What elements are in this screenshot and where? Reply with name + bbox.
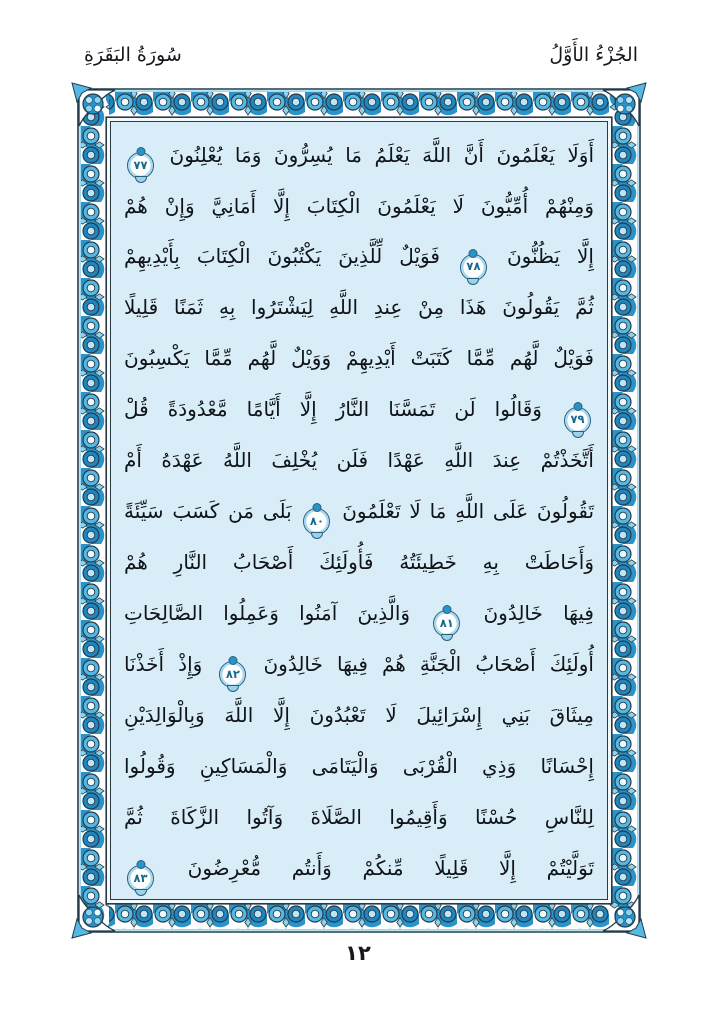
verse-end-medallion [303, 508, 330, 535]
quran-line [124, 741, 594, 791]
ayah-text: فَوَيْلٌ لِّلَّذِينَ يَكْتُبُونَ الْكِتَابَ بِأَيْدِيهِمْ [124, 244, 440, 269]
verse-number: ٨١ [439, 616, 454, 631]
quran-line [124, 384, 594, 434]
verse-number: ٧٧ [133, 157, 148, 172]
verse-end-medallion [219, 661, 246, 688]
ayah-text: فِيهَا خَالِدُونَ [483, 601, 594, 626]
ayah-text: إِلَّا يَظُنُّونَ [506, 244, 594, 269]
ayah-text: أَوَلَا يَعْلَمُونَ أَنَّ اللَّهَ يَعْلَمُ مَا يُسِرُّونَ وَمَا يُعْلِنُونَ [169, 142, 594, 167]
verse-end-medallion [433, 610, 460, 637]
quran-line [124, 486, 594, 536]
ayah-text: أُولَئِكَ أَصْحَابُ الْجَنَّةِ هُمْ فِيهَا خَالِدُونَ [263, 652, 594, 677]
quran-line [124, 588, 594, 638]
quran-line [124, 231, 594, 281]
ayah-text: وَالَّذِينَ آمَنُوا وَعَمِلُوا الصَّالِحَاتِ [124, 601, 411, 626]
verse-end-medallion [564, 407, 591, 434]
surah-title: سُورَةُ البَقَرَةِ [84, 44, 182, 66]
quran-line [124, 690, 594, 740]
ornamental-frame [77, 88, 641, 933]
verse-number: ٨٣ [133, 870, 148, 885]
ayah-text: مِيثَاقَ بَنِي إِسْرَائِيلَ لَا تَعْبُدُونَ إِلَّا اللَّهَ وَبِالْوَالِدَيْنِ [124, 703, 594, 728]
ayah-text: تَقُولُونَ عَلَى اللَّهِ مَا لَا تَعْلَمُونَ [342, 499, 595, 524]
ayah-text: وَأَحَاطَتْ بِهِ خَطِيئَتُهُ فَأُولَئِكَ أَصْحَابُ النَّارِ هُمْ [124, 550, 594, 575]
quran-line [124, 130, 594, 180]
ayah-text: فَوَيْلٌ لَّهُم مِّمَّا كَتَبَتْ أَيْدِيهِمْ وَوَيْلٌ لَّهُم مِّمَّا يَكْسِبُونَ [124, 346, 594, 371]
page-number: ١٢ [345, 941, 371, 965]
ayah-text: إِحْسَانًا وَذِي الْقُرْبَى وَالْيَتَامَى وَالْمَسَاكِينِ وَقُولُوا [124, 754, 594, 778]
quran-line [124, 639, 594, 689]
quran-line [124, 435, 594, 485]
ayah-text: ثُمَّ يَقُولُونَ هَذَا مِنْ عِندِ اللَّهِ لِيَشْتَرُوا بِهِ ثَمَنًا قَلِيلًا [124, 295, 594, 320]
ayah-text: وَمِنْهُمْ أُمِّيُّونَ لَا يَعْلَمُونَ الْكِتَابَ إِلَّا أَمَانِيَّ وَإِنْ هُمْ [124, 193, 594, 218]
text-panel [110, 121, 608, 900]
ayah-text: لِلنَّاسِ حُسْنًا وَأَقِيمُوا الصَّلَاةَ وَآتُوا الزَّكَاةَ ثُمَّ [124, 804, 594, 829]
verse-number: ٨٠ [309, 514, 324, 529]
ayah-text: أَتَّخَذْتُمْ عِندَ اللَّهِ عَهْدًا فَلَن يُخْلِفَ اللَّهُ عَهْدَهُ أَمْ [124, 448, 594, 473]
verse-end-medallion [127, 152, 154, 179]
quran-line [124, 333, 594, 383]
verse-number: ٧٨ [466, 259, 481, 274]
quran-line [124, 537, 594, 587]
ayah-text: بَلَى مَن كَسَبَ سَيِّئَةً [124, 499, 292, 524]
quran-line [124, 181, 594, 231]
ayah-text: تَوَلَّيْتُمْ إِلَّا قَلِيلًا مِّنكُمْ وَأَنتُم مُّعْرِضُونَ [187, 855, 595, 880]
ayah-text: وَقَالُوا لَن تَمَسَّنَا النَّارُ إِلَّا أَيَّامًا مَّعْدُودَةً قُلْ [124, 397, 542, 422]
quran-line [124, 792, 594, 842]
verse-number: ٧٩ [570, 412, 585, 427]
verse-end-medallion [127, 865, 154, 892]
verse-end-medallion [460, 254, 487, 281]
quran-line [124, 282, 594, 332]
verse-number: ٨٢ [225, 667, 240, 682]
ayah-text: وَإِذْ أَخَذْنَا [124, 652, 203, 677]
quran-line [124, 843, 594, 893]
juz-title: الجُزْءُ الأَوَّلُ [549, 44, 638, 66]
